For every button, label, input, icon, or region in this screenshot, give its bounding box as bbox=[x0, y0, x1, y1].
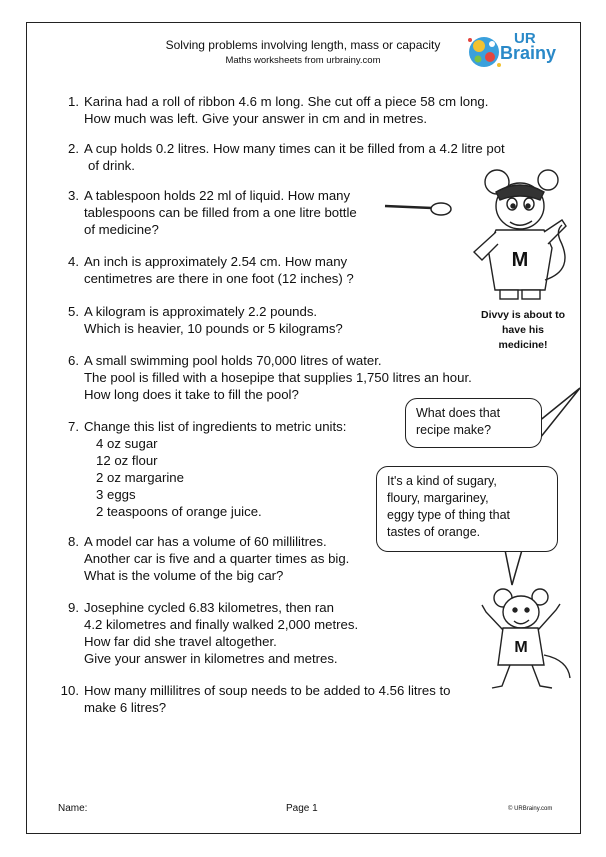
bubble-line: What does that bbox=[416, 406, 501, 420]
question-text: Which is heavier, 10 pounds or 5 kilograms? bbox=[84, 321, 343, 336]
speech-bubble-tail bbox=[505, 550, 522, 585]
question-number: 5. bbox=[68, 304, 79, 319]
bubble-line: It's a kind of sugary, bbox=[387, 474, 497, 488]
question-text: How many millilitres of soup needs to be added to 4.56 litres to bbox=[84, 683, 451, 698]
question-text: make 6 litres? bbox=[84, 700, 167, 715]
bubble-line: recipe make? bbox=[416, 423, 492, 437]
question-number: 10. bbox=[60, 683, 79, 698]
question-text: centimetres are there in one foot (12 inches) ? bbox=[84, 271, 354, 286]
caption-line: have his bbox=[501, 324, 545, 336]
bubble-line: tastes of orange. bbox=[387, 525, 481, 539]
question-number: 9. bbox=[68, 600, 79, 615]
ingredient-item: 4 oz sugar bbox=[96, 436, 158, 451]
question-text: A cup holds 0.2 litres. How many times can it be filled from a 4.2 litre pot bbox=[84, 141, 505, 156]
speech-bubble-question bbox=[405, 398, 542, 448]
question-text: A kilogram is approximately 2.2 pounds. bbox=[84, 304, 318, 319]
logo-brainy-text: Brainy bbox=[500, 43, 557, 63]
question-number: 3. bbox=[68, 188, 79, 203]
ingredient-item: 2 teaspoons of orange juice. bbox=[96, 504, 262, 519]
question-text: How far did she travel altogether. bbox=[84, 634, 277, 649]
question-text: How long does it take to fill the pool? bbox=[84, 387, 299, 402]
logo-ur-text: UR bbox=[514, 30, 536, 47]
bubble-line: eggy type of thing that bbox=[387, 508, 511, 522]
question-text: A small swimming pool holds 70,000 litres of water. bbox=[84, 353, 382, 368]
question-text: An inch is approximately 2.54 cm. How many bbox=[84, 254, 348, 269]
worksheet-subtitle: Maths worksheets from urbrainy.com bbox=[225, 55, 381, 66]
question-text: Give your answer in kilometres and metres. bbox=[84, 651, 338, 666]
worksheet-title: Solving problems involving length, mass or capacity bbox=[165, 38, 441, 52]
caption-line: Divvy is about to bbox=[480, 309, 565, 321]
question-number: 7. bbox=[68, 419, 79, 434]
ingredient-item: 2 oz margarine bbox=[96, 470, 184, 485]
bubble-line: floury, margariney, bbox=[387, 491, 489, 505]
question-text: The pool is filled with a hosepipe that supplies 1,750 litres an hour. bbox=[84, 370, 472, 385]
question-text: A tablespoon holds 22 ml of liquid. How many bbox=[84, 188, 351, 203]
question-text: Change this list of ingredients to metric units: bbox=[84, 419, 347, 434]
question-text: How much was left. Give your answer in cm and in metres. bbox=[84, 111, 427, 126]
caption-line: medicine! bbox=[498, 339, 548, 351]
ingredient-item: 3 eggs bbox=[96, 487, 136, 502]
mouse-mascot-icon bbox=[474, 170, 566, 299]
question-number: 1. bbox=[68, 94, 79, 109]
question-text: What is the volume of the big car? bbox=[84, 568, 284, 583]
question-text: Another car is five and a quarter times as big. bbox=[84, 551, 350, 566]
speech-bubble-answer bbox=[376, 466, 558, 552]
question-text: of medicine? bbox=[84, 222, 159, 237]
question-number: 8. bbox=[68, 534, 79, 549]
name-label: Name: bbox=[58, 803, 88, 814]
speech-bubble-tail bbox=[538, 388, 580, 438]
ingredient-item: 12 oz flour bbox=[96, 453, 158, 468]
question-text: of drink. bbox=[88, 158, 135, 173]
spoon-icon bbox=[385, 203, 451, 215]
copyright-notice: © URBrainy.com bbox=[508, 806, 553, 812]
question-number: 2. bbox=[68, 141, 79, 156]
question-text: 4.2 kilometres and finally walked 2,000 metres. bbox=[84, 617, 359, 632]
question-text: Karina had a roll of ribbon 4.6 m long. She cut off a piece 58 cm long. bbox=[84, 94, 489, 109]
question-text: A model car has a volume of 60 millilitres. bbox=[84, 534, 327, 549]
question-number: 4. bbox=[68, 254, 79, 269]
page-number: Page 1 bbox=[286, 803, 318, 814]
divvy-caption bbox=[448, 308, 598, 353]
question-text: Josephine cycled 6.83 kilometres, then ran bbox=[84, 600, 334, 615]
mascot-shirt-letter: M bbox=[511, 249, 529, 271]
question-number: 6. bbox=[68, 353, 79, 368]
mascot-shirt-letter: M bbox=[514, 639, 528, 656]
question-text: tablespoons can be filled from a one litre bottle bbox=[84, 205, 357, 220]
